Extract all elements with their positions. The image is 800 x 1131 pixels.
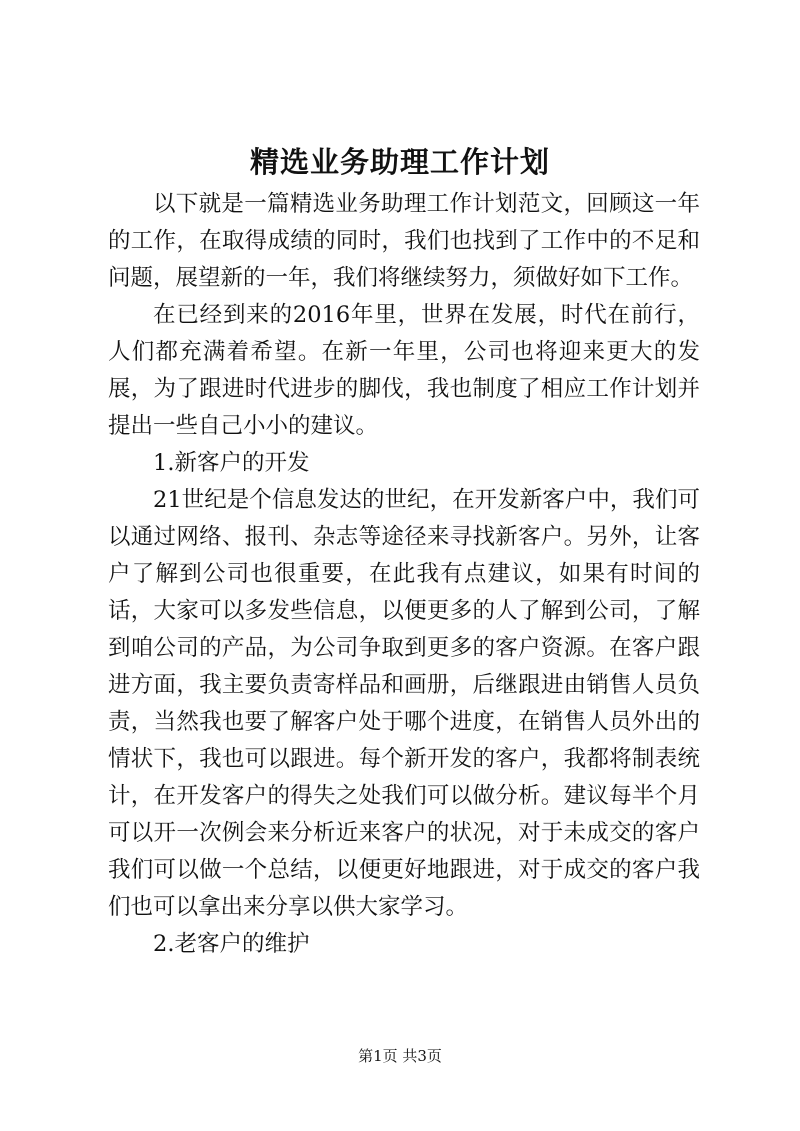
new-customers-paragraph: 21世纪是个信息发达的世纪，在开发新客户中，我们可以通过网络、报刊、杂志等途径来寻找新客户。另外，让客户了解到公司也很重要，在此我有点建议，如果有时间的话，大家可以多发些信息，以便更多的人了解到公司，了解到咱公司的产品，为公司争取到更多的客户资源。在客户跟进方面，我主要负责寄样品和画册，后继跟进由销售人员负责，当然我也要了解客户处于哪个进度，在销售人员外出的情状下，我也可以跟进。每个新开发的客户，我都将制表统计，在开发客户的得失之处我们可以做分析。建议每半个月可以开一次例会来分析近来客户的状况，对于未成交的客户我们可以做一个总结，以便更好地跟进，对于成交的客户我们也可以拿出来分享以供大家学习。: [108, 487, 700, 920]
document-title: 精选业务助理工作计划: [249, 145, 550, 179]
page-number-footer: 第1页 共3页: [358, 1047, 442, 1065]
section-heading-old-customers: 2.老客户的维护: [153, 931, 310, 957]
section-heading-new-customers: 1.新客户的开发: [153, 450, 310, 476]
context-paragraph: 在已经到来的2016年里，世界在发展，时代在前行，人们都充满着希望。在新一年里，公司也将迎来更大的发展，为了跟进时代进步的脚伐，我也制度了相应工作计划并提出一些自己小小的建议。: [108, 302, 700, 439]
intro-paragraph: 以下就是一篇精选业务助理工作计划范文，回顾这一年的工作，在取得成绩的同时，我们也找到了工作中的不足和问题，展望新的一年，我们将继续努力，须做好如下工作。: [108, 191, 700, 291]
document-body: [108, 186, 700, 963]
